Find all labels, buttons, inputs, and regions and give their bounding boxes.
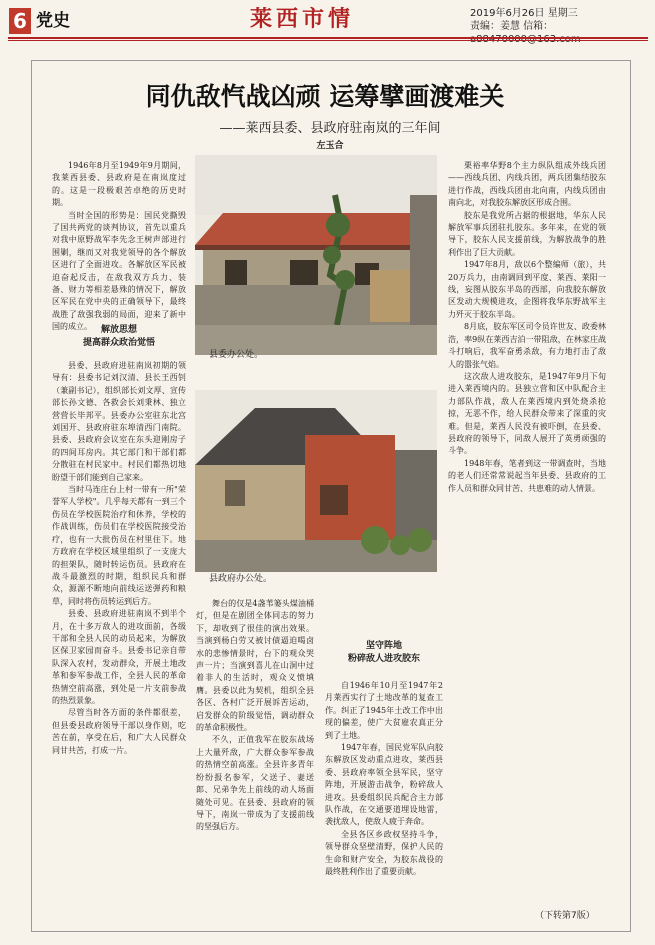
article-paragraph: 当时马连庄台上村一带有一所"荣誉军人学校"。几乎每天都有一到三个伤员在学校医院治疗和休养，学校的作战训练，伤员们在学校医院接受治疗，也有一大批伤员在村里住下。地方政府在学校区域里组织了一支庞大的担架队，随时转运伤员。县政府在战斗最激烈的时期，组织民兵和群众，源源不断地向前线运送弹药和粮草，同时将伤员转运到后方。: [52, 485, 186, 606]
photo-caption-1: 县委办公处。: [209, 350, 264, 360]
photo-caption-2: 县政府办公处。: [209, 574, 273, 584]
continued-note: （下转第7版）: [535, 911, 595, 921]
house-photo-2: [195, 390, 437, 572]
article-paragraph: 1948年春，笔者到这一带调查时，当地的老人们还常常说起当年县委、县政府的工作人员和群众同甘苦、共患难的动人情景。: [448, 458, 606, 493]
article-paragraph: 1947年8月，敌以6个整编师（旅），共20万兵力，由南调回到平度、莱西、莱阳一线，妄图从胶东半岛的西部，向我胶东解放区发动大规模进攻，企图将我华东野战军主力歼灭于胶东半岛。: [448, 260, 606, 319]
column-1-bottom: [52, 360, 186, 932]
article-paragraph: 全县各区乡政权坚持斗争，领导群众坚壁清野，保护人民的生命和财产安全，为胶东战役的最终胜利作出了重要贡献。: [325, 829, 443, 877]
issue-date: 2019年6月26日 星期三: [470, 8, 578, 19]
article-paragraph: 1947年春，国民党军队向胶东解放区发动重点进攻，莱西县委、县政府率领全县军民，坚守阵地，开展游击战争，粉碎敌人进攻。县委组织民兵配合主力部队作战，在交通要道埋设地雷，袭扰敌人，使敌人疲于奔命。: [325, 743, 443, 827]
header-divider-thin: [8, 40, 648, 41]
photo-county-government-office: [195, 390, 437, 572]
section-title: 党史: [36, 11, 70, 31]
article-paragraph: 8月底，胶东军区司令员许世友、政委林浩，率9纵在莱西吉泊一带阻敌，在林家庄战斗打响后，我军奋勇杀敌，有力地打击了敌人的嚣张气焰。: [448, 322, 606, 369]
editor-info: 责编：姜慧 信箱：: [470, 21, 554, 32]
header-divider: [8, 37, 648, 39]
article-paragraph: 舞台的仅是4盏苇篓头煤油桶灯，但是在剧团全体同志的努力下，却收到了很佳的演出效果。当演到杨白劳又被讨债逼迫喝卤水的悲惨情景时，台下的观众哭声一片；当演到喜儿在山洞中过着非人的生活时，观众义愤填膺。县委以此为契机，组织全县各区、各村广泛开展诉苦运动，启发群众的阶级觉悟，调动群众的革命积极性。: [196, 599, 314, 733]
column-4: [448, 160, 606, 900]
article-paragraph: 1946年8月至1949年9月期间，我莱西县委、县政府是在南岚度过的。这是一段极艰苦卓绝的历史时期。: [52, 161, 186, 208]
house-photo-1: [195, 155, 437, 355]
article-paragraph: 尽管当时各方面的条件都很差，但县委县政府领导干部以身作则，吃苦在前，享受在后，和广大人民群众同甘共苦，打成一片。: [52, 708, 186, 755]
page-header: [0, 0, 655, 40]
article-paragraph: 不久，正值我军在胶东战场上大量歼敌，广大群众参军参战的热情空前高涨。全县许多青年纷纷报名参军，父送子、妻送郎、兄弟争先上前线的动人场面随处可见。在县委、县政府的领导下，南岚一带成为了支援前线的坚强后方。: [196, 735, 314, 832]
article-paragraph: 这次敌人进攻胶东，是1947年9月下旬进入莱西境内的。县独立营和区中队配合主力部队作战，敌人在莱西境内到处烧杀抢掠，无恶不作，给人民群众带来了深重的灾难。但是，莱西人民没有被吓倒，在县委、县政府的领导下，同敌人展开了英勇顽强的斗争。: [448, 371, 606, 456]
article-paragraph: 胶东是我党所占据的根据地，华东人民解放军事兵团驻扎胶东。多年来，在党的领导下，胶东人民支援前线，为解放战争的胜利作出了巨大贡献。: [448, 210, 606, 257]
newspaper-masthead: 莱西市情: [250, 6, 355, 32]
article-paragraph: 自1946年10月至1947年2月莱西实行了土地改革的复查工作。纠正了1945年土改工作中出现的偏差，使广大贫雇农真正分到了土地。: [325, 681, 443, 740]
column-2-bottom: [196, 598, 314, 920]
article-author: 左玉合: [316, 141, 344, 151]
article-paragraph: 当时全国的形势是：国民党撕毁了国共两党的谈判协议，首先以重兵对我中原野战军李先念王树声部进行围剿，继而又对我党领导的各个解放区进行了全面进攻。各解放区军民被迫奋起反击，在敌我双方兵力、装备、财力等相差悬殊的情况下，解放区军民在党中央的正确领导下，最终战胜了敌强我弱的局面，迎来了新中国的成立。: [52, 210, 186, 332]
article-title: 同仇敌忾战凶顽 运筹擘画渡难关: [145, 82, 505, 111]
page-number: 6: [9, 8, 31, 34]
photo-county-committee-office: [195, 155, 437, 355]
article-paragraph: 县委、县政府进驻南岚不到半个月，在十多万敌人的进攻面前，各级干部和全县人民的动员起来，为解放区保卫家园而奋斗。县委书记亲自带队深入农村，发动群众，开展土地改革和参军参战工作，全县人民的革命热情空前高涨，到处是一片支前参战的热烈景象。: [52, 609, 186, 705]
subhead-1: 解放思想 提高群众政治觉悟: [82, 325, 155, 348]
column-3-bottom: [325, 680, 443, 920]
subhead-2: 坚守阵地 粉碎敌人进攻胶东: [347, 641, 420, 664]
article-paragraph: 县委、县政府进驻南岚初期的领导有：县委书记刘汉清、县长王西钊（兼副书记），组织部长刘文厚、宣传部长孙文德、各救会长刘秉林、独立营营长毕邦平。县委办公室驻东北宫刘国开、县政府驻东埠清西门南院。县委、县政府会议室在东头迎刚房子的四间耳房内。其它部门和干部们都分散驻在村民家中。村民们都热切地盼望干部们能到自己家来。: [52, 361, 186, 482]
article-paragraph: 栗裕率华野8个主力纵队组成外线兵团——西线兵团、内线兵团，两兵团集结胶东进行作战，西线兵团由北向南，内线兵团由南向北，对我胶东解放区形成合围。: [448, 161, 606, 208]
article-subtitle: ——莱西县委、县政府驻南岚的三年间: [219, 121, 441, 136]
